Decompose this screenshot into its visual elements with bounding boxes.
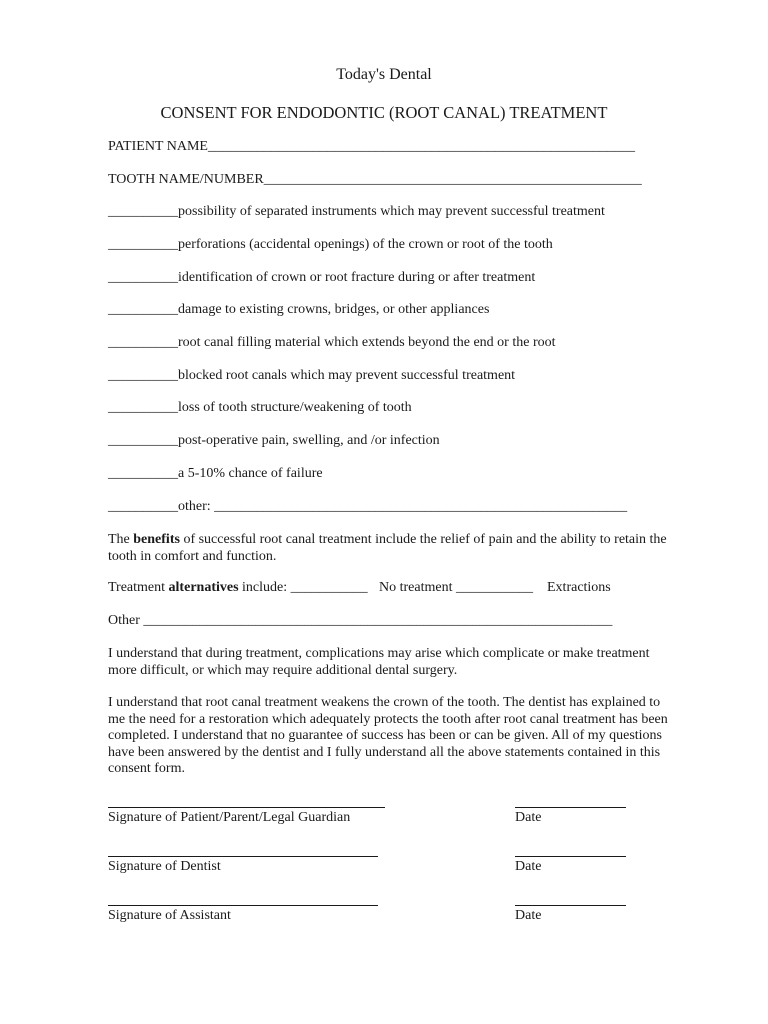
patient-signature-line[interactable]	[108, 807, 385, 808]
risk-item	[108, 237, 553, 253]
risk-text: loss of tooth structure/weakening of tooth	[178, 400, 412, 415]
complications-paragraph: I understand that during treatment, complications may arise which complicate or make treatment more difficult, or which may require additional dental surgery.	[108, 646, 650, 678]
risk-initial-field[interactable]: __________	[108, 400, 178, 415]
extractions-label: Extractions	[547, 580, 611, 595]
risk-initial-field[interactable]: __________	[108, 204, 178, 219]
assistant-signature-line[interactable]	[108, 905, 378, 906]
risk-other-label: other:	[178, 499, 215, 514]
risk-item	[108, 433, 440, 449]
assistant-date-line[interactable]	[515, 905, 626, 906]
risk-initial-field[interactable]: __________	[108, 302, 178, 317]
tooth-number-field[interactable]: ______________________________________________________	[263, 172, 642, 187]
patient-date-line[interactable]	[515, 807, 626, 808]
benefits-paragraph	[108, 532, 668, 565]
risk-item	[108, 400, 412, 416]
risk-initial-field[interactable]: __________	[108, 368, 178, 383]
risk-text: damage to existing crowns, bridges, or other appliances	[178, 302, 490, 317]
risk-item	[108, 466, 323, 482]
dentist-date-label: Date	[515, 859, 542, 874]
risk-initial-field[interactable]: __________	[108, 499, 178, 514]
risk-text: possibility of separated instruments which may prevent successful treatment	[178, 204, 605, 219]
patient-signature-label: Signature of Patient/Parent/Legal Guardian	[108, 810, 351, 825]
risk-initial-field[interactable]: __________	[108, 433, 178, 448]
risk-initial-field[interactable]: __________	[108, 335, 178, 350]
risk-item	[108, 270, 535, 286]
risk-text: perforations (accidental openings) of the crown or root of the tooth	[178, 237, 553, 252]
risk-item	[108, 368, 515, 384]
benefits-text: of successful root canal treatment include the relief of pain and the ability to retain the tooth in comfort and function.	[108, 532, 667, 564]
risk-initial-field[interactable]: __________	[108, 466, 178, 481]
alternatives-keyword: alternatives	[168, 580, 239, 595]
extractions-initial-field[interactable]: ___________	[455, 580, 533, 595]
risk-initial-field[interactable]: __________	[108, 237, 178, 252]
risk-other-field[interactable]: ___________________________________________________________	[214, 499, 628, 514]
no-treatment-initial-field[interactable]: ___________	[290, 580, 368, 595]
alternatives-prefix: Treatment	[108, 580, 169, 595]
other-label: Other	[108, 613, 144, 628]
understanding-paragraph: I understand that root canal treatment weakens the crown of the tooth. The dentist has explained to me the need for a restoration which adequately protects the tooth after root canal treatment has been completed. I understand that no guarantee of success has been or can be given. All of my questions have been answered by the dentist and I fully understand all the above statements contained in this consent form.	[108, 695, 668, 776]
other-row	[108, 613, 612, 629]
patient-date-label: Date	[515, 810, 542, 825]
benefits-prefix: The	[108, 532, 134, 547]
other-field[interactable]: ___________________________________________________________________	[143, 613, 613, 628]
form-title: CONSENT FOR ENDODONTIC (ROOT CANAL) TREATMENT	[160, 103, 608, 122]
risk-text: root canal filling material which extends beyond the end or the root	[178, 335, 556, 350]
risk-text: post-operative pain, swelling, and /or infection	[178, 433, 440, 448]
risk-item	[108, 302, 489, 318]
alternative-option	[379, 580, 533, 596]
risk-item	[108, 204, 605, 220]
risk-item	[108, 335, 556, 351]
clinic-name: Today's Dental	[336, 66, 432, 83]
patient-name-row	[108, 139, 635, 155]
risk-initial-field[interactable]: __________	[108, 270, 178, 285]
alternatives-suffix: include:	[238, 580, 291, 595]
assistant-signature-label: Signature of Assistant	[108, 908, 231, 923]
benefits-keyword: benefits	[133, 532, 180, 547]
no-treatment-label: No treatment	[379, 580, 453, 595]
assistant-date-label: Date	[515, 908, 542, 923]
dentist-date-line[interactable]	[515, 856, 626, 857]
dentist-signature-label: Signature of Dentist	[108, 859, 221, 874]
tooth-number-row	[108, 172, 642, 188]
dentist-signature-line[interactable]	[108, 856, 378, 857]
alternatives-row	[108, 580, 368, 596]
risk-item-other	[108, 499, 627, 515]
patient-name-field[interactable]: _____________________________________________________________	[207, 139, 635, 154]
risk-text: identification of crown or root fracture during or after treatment	[178, 270, 536, 285]
risk-text: a 5-10% chance of failure	[178, 466, 323, 481]
tooth-number-label: TOOTH NAME/NUMBER	[108, 172, 264, 187]
risk-text: blocked root canals which may prevent successful treatment	[178, 368, 516, 383]
patient-name-label: PATIENT NAME	[108, 139, 208, 154]
